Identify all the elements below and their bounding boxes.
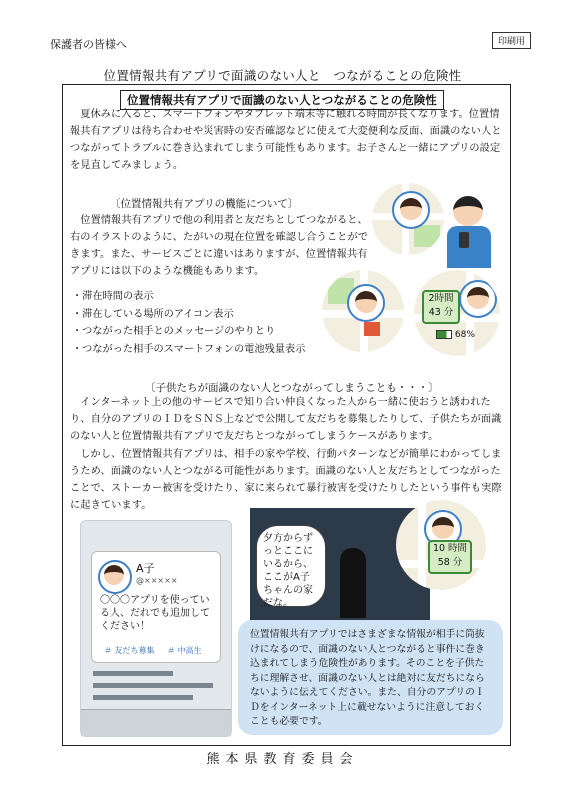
section2-heading: 〔子供たちが面識のない人とつながってしまうことも・・・〕 (145, 382, 439, 394)
footer-organization: 熊本県教育委員会 (206, 752, 359, 767)
feature-list (72, 288, 305, 358)
battery-indicator (436, 330, 475, 340)
text-placeholder-line (93, 695, 193, 700)
feature-item: ・つながった相手とのメッセージのやりとり (72, 326, 276, 337)
stranger-silhouette (340, 548, 366, 618)
stay-time-hours: 2時間 (428, 293, 454, 304)
addressee: 保護者の皆様へ (50, 38, 127, 51)
battery-level: 68% (454, 330, 475, 340)
stay-time-minutes: 58 分 (437, 557, 463, 568)
feature-item: ・滞在している場所のアイコン表示 (72, 308, 234, 320)
phone-tab-bar (81, 709, 231, 736)
post-author-name: A子 (136, 562, 155, 575)
post-text: 〇〇〇アプリを使っている人、だれでも追加してください！ (100, 595, 210, 632)
page-title: 位置情報共有アプリで面識のない人と つながることの危険性 (103, 68, 462, 83)
boy-with-phone-illustration (445, 196, 495, 271)
battery-icon (436, 330, 452, 339)
map-illustration-right (414, 270, 500, 356)
post-tag: ＃ 中高生 (167, 646, 202, 655)
boxed-title: 位置情報共有アプリで面識のない人とつながることの危険性 (120, 90, 444, 110)
speech-bubble: 夕方からずっとここにいるから、ここがA子ちゃんの家だな。 (256, 525, 326, 607)
sns-post-card (91, 551, 221, 663)
stay-time-minutes: 43 分 (428, 307, 454, 318)
text-placeholder-line (93, 671, 173, 676)
map-illustration-top (372, 183, 444, 255)
stay-time-hours: 10 時間 (432, 543, 468, 554)
warning-info-box: 位置情報共有アプリではさまざまな情報が相手に筒抜けになるので、面識のない人とつながると事件に巻き込まれてしまう危険性があります。そのことを子供たちに理解させ、面識のない人とは絶対に友だちにならないように伝えてください。また、自分のアプリのＩＤをインターネット上に載せないように注意しておくことも必要です。 (238, 620, 503, 735)
phone-illustration (80, 520, 232, 737)
section1-paragraph: 位置情報共有アプリで他の利用者と友だちとしてつながると、右のイラストのように、たがいの現在位置を確認し合うことができます。また、サービスごとに違いはありますが、位置情報共有アプリには以下のような機能もあります。 (70, 215, 369, 277)
feature-item: ・つながった相手のスマートフォンの電池残量表示 (72, 343, 306, 355)
text-placeholder-line (93, 683, 213, 688)
section2-paragraph-1: インターネット上の他のサービスで知り合い仲良くなった人から一緒に使おうと誘われたり、自分のアプリのＩＤをＳＮＳ上などで公開して友だちを募集したりして、子供たちが面識のない人と位置情報共有アプリで友だちとつながってしまうケースがあります。 (70, 397, 502, 442)
map-illustration-left (322, 270, 404, 352)
print-tag: 印刷用 (492, 32, 531, 49)
post-author-handle: @××××× (136, 576, 178, 585)
avatar (98, 560, 132, 594)
post-tag: ＃ 友だち募集 (104, 646, 155, 655)
feature-item: ・滞在時間の表示 (72, 291, 154, 302)
section2-paragraph-2: しかし、位置情報共有アプリは、相手の家や学校、行動パターンなどが簡単にわかってしまうため、面識のない人とつながる可能性があります。面識のない人と友だちとしてつながったことで、ストーカー被害を受けたり、家に来られて暴行被害を受けたりしたという事件も実際に起きています。 (70, 449, 502, 511)
house-icon (364, 322, 380, 336)
map-illustration-bottom (396, 500, 486, 590)
section1-heading: 〔位置情報共有アプリの機能について〕 (110, 198, 299, 210)
intro-paragraph: 夏休みに入ると、スマートフォンやタブレット端末等に触れる時間が長くなります。位置情報共有アプリは待ち合わせや災害時の安否確認などに使えて大変便利な反面、面識のない人とつながってトラブルに巻き込まれてしまう可能性もあります。お子さんと一緒にアプリの設定を見直してみましょう。 (70, 109, 502, 171)
